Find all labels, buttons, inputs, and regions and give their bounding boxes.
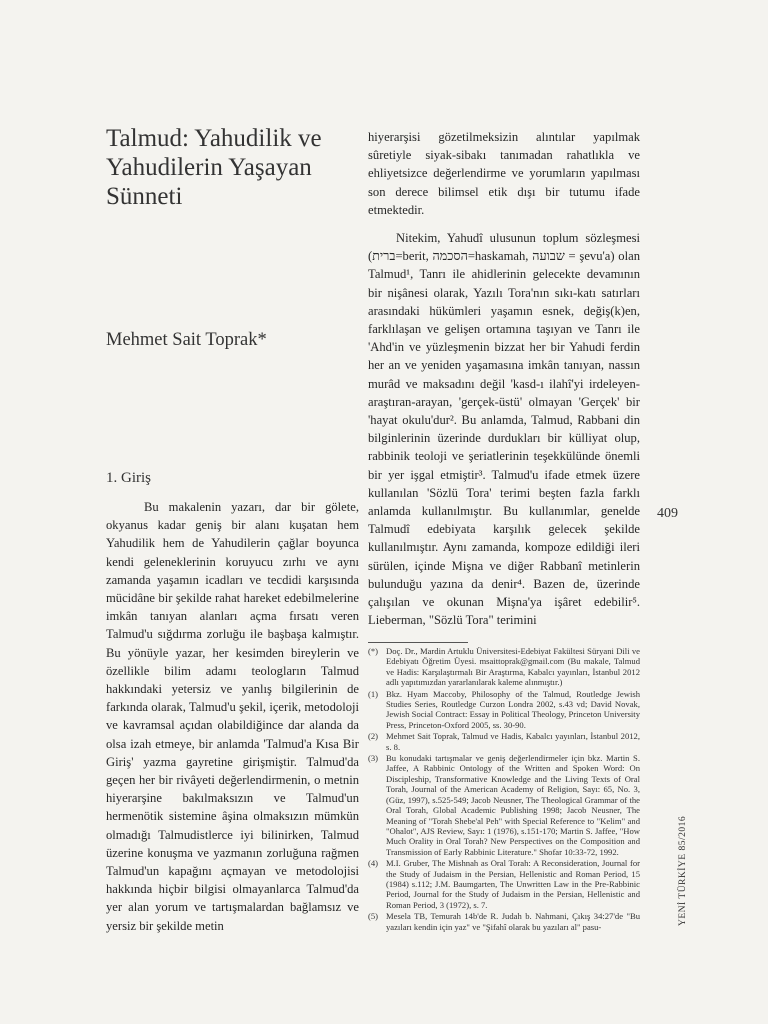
footnote [368,753,640,857]
footnote-marker: (*) [368,646,379,656]
footnote [368,858,640,910]
left-column [106,498,359,935]
footnote [368,911,640,932]
page-number: 409 [657,506,678,521]
article-title: Talmud: Yahudilik ve Yahudilerin Yaşayan Sünneti [106,125,322,210]
footnote-marker: (1) [368,688,379,699]
author-name: Mehmet Sait Toprak* [106,330,267,350]
intro-paragraph: Bu makalenin yazarı, dar bir gölete, okyanus kadar geniş bir alanı kuşatan hem Yahudilik hem de Yahudilerin çağlar boyunca kendi geleneklerinin koruyucu zırhı ve aynı zamanda yaşamın icadları ve tecdidi karşısında mücidâne bir şekilde rahat hareket edebilmelerine imkân tanıyan alanları açma fırsatı veren Talmud'u sığdırma zorluğu ile başbaşa kalmıştır. Bu yönüyle yazar, her kesimden bireylerin ve özellikle bilim adamı teologların Talmud hakkındaki yetersiz ve yanlış bilgilerinin de farkında olarak, Talmud'u şekil, içerik, metodoloji ve kavramsal açıdan olabildiğince dar alanda da olsa izah etmeye, bir anlamda 'Talmud'a Kısa Bir Giriş' yazma gayretine girişmiştir. Talmud'da geçen her bir rivâyeti değerlendirmenin, o metnin hiyerarşine bakılmaksızın ve Talmud'un hermenötik sistemine âşina olmaksızın mümkün olmadığı Talmudistlerce iyi bilinirken, Talmud üzerine konuşma ve yazmanın zorluğuna rağmen Talmud'un kapağını açmayan ve metodolojisi hakkında hiçbir bilgisi olmayanlarca Talmud'da yer alan yorum ve tartışmalardan bağlamsız ve yersiz bir şekilde metin [106,500,359,933]
footnotes [368,646,640,933]
footnote [368,731,640,752]
footnote-divider [368,642,468,643]
talmud-paragraph: Nitekim, Yahudî ulusunun toplum sözleşmesi (ברית=berit, הסכמה=haskamah, שבועה = şevu'a) olan Talmud¹, Tanrı ile ahidlerinin gelecekte devamının bir nişânesi olarak, Yazılı Tora'nın sıkı-katı satırları arasındaki hükümleri yaşamın esnek, değiş(k)en, farklılaşan ve gelişen ortamına taşıyan ve Tanrı ile 'Ahd'in ve yüzleşmenin bizzat her bir Yahudi ferdin her an ve yeniden yaşamasına imkân tanıyan, nassın murâd ve maksadını değil 'kasd-ı ilahî'yi irdeleyen-araştıran-arayan, 'gerçek-üstü' olmayan 'Gerçek' bir 'hayat okulu'dur². Bu anlamda, Talmud, Rabbani din bilginlerinin üzerinde durdukları bir külliyat olup, rabbinik teoloji ve şeriatlerinin teşekkülünde önemli bir yer işgal etmiştir³. Talmud'u ifade etmek üzere kullanılan 'Sözlü Tora' terimi beşten fazla farklı anlamda kullanılmıştır. Bu kullanımlar, genelde Talmudî edebiyata karşılık gelecek şekilde kullanılmıştır. Aynı zamanda, kompoze edildiği ileri sürülen, içinde Mişna ve diğer Rabbanî metinlerin bulunduğu yazına da denir⁴. Bazen de, üzerinde çalışılan ve okunan Mişna'ya işâret edebilir⁵. Lieberman, "Sözlü Tora" terimini [368,231,640,628]
footnote-marker: (4) [368,858,379,869]
footnote-text: Mehmet Sait Toprak, Talmud ve Hadis, Kabalcı yayınları, İstanbul 2012, s. 8. [386,731,640,752]
footnote-text: Bkz. Hyam Maccoby, Philosophy of the Talmud, Routledge Jewish Studies Series, Routledge Curzon Londra 2002, s.43 vd; David Novak, Jewish Social Contract: Essay in Political Theology, Princeton University Press, Princeton-Oxford 2005, ss. 30-90. [386,688,640,730]
footnote-marker: (3) [368,753,379,764]
continued-paragraph: hiyerarşisi gözetilmeksizin alıntılar yapılmak sûretiyle siyak-sibakı tanımadan rahatlıkla ve ehliyetsizce değerlendirme ve yorumların yapılması son derece bilimsel etik dışı bir tutumu ifade etmektedir. [368,130,640,217]
footnote-text: M.I. Gruber, The Mishnah as Oral Torah: A Reconsideration, Journal for the Study of Judaism in the Persian, Hellenistic and Roman Period, 15 (1984) s.112; J.M. Baumgarten, The Unwritten Law in the Pre-Rabbinic Period, Journal for the Study of Judaism in the Persian, Hellenistic and Roman Period, 3 (1972), s. 7. [386,858,640,910]
right-column [368,128,640,629]
footnote-text: Mesela TB, Temurah 14b'de R. Judah b. Nahmani, Çıkış 34:27'de "Bu yazıları kendin için yaz" ve "Şifahî olarak bu yazıları al" pasu- [386,911,640,932]
footnote-marker: (2) [368,731,379,742]
section-heading: 1. Giriş [106,470,151,486]
footnote [368,689,640,731]
footnote [368,646,640,688]
footnote-text: Doç. Dr., Mardin Artuklu Üniversitesi-Edebiyat Fakültesi Süryani Dili ve Edebiyatı Öğretim Üyesi. msaittoprak@gmail.com (Bu makale, Talmud ve Hadis: Karşılaştırmalı Bir Araştırma, Kabalcı yayınları, İstanbul 2012 adlı yapıtımızdan yararlanılarak kaleme alınmıştır.) [386,646,640,688]
journal-running-title: YENİ TÜRKİYE 85/2016 [678,815,688,926]
footnote-marker: (5) [368,911,379,922]
footnote-text: Bu konudaki tartışmalar ve geniş değerlendirmeler için bkz. Martin S. Jaffee, A Rabbinic Ontology of the Written and Spoken Word: On Discipleship, Transformative Knowledge and the Living Texts of Oral Torah, Journal of the American Academy of Religion, Sayı: 65, No. 3, (Güz, 1997), s.525-549; Jacob Neusner, The Theological Grammar of the Oral Torah, Global Academic Publishing 1998; Jacob Neusner, The Meaning of "Torah Shebe'al Peh" with Special Reference to "Kelim" and "Ohalot", AJS Review, Sayı: 1 (1976), s.151-170; Martin S. Jaffee, "How Much Orality in Oral Torah? New Perspectives on the Composition and Transmission of Early Rabbinic Literature." Shofar 10:33-72, 1992. [386,753,640,857]
